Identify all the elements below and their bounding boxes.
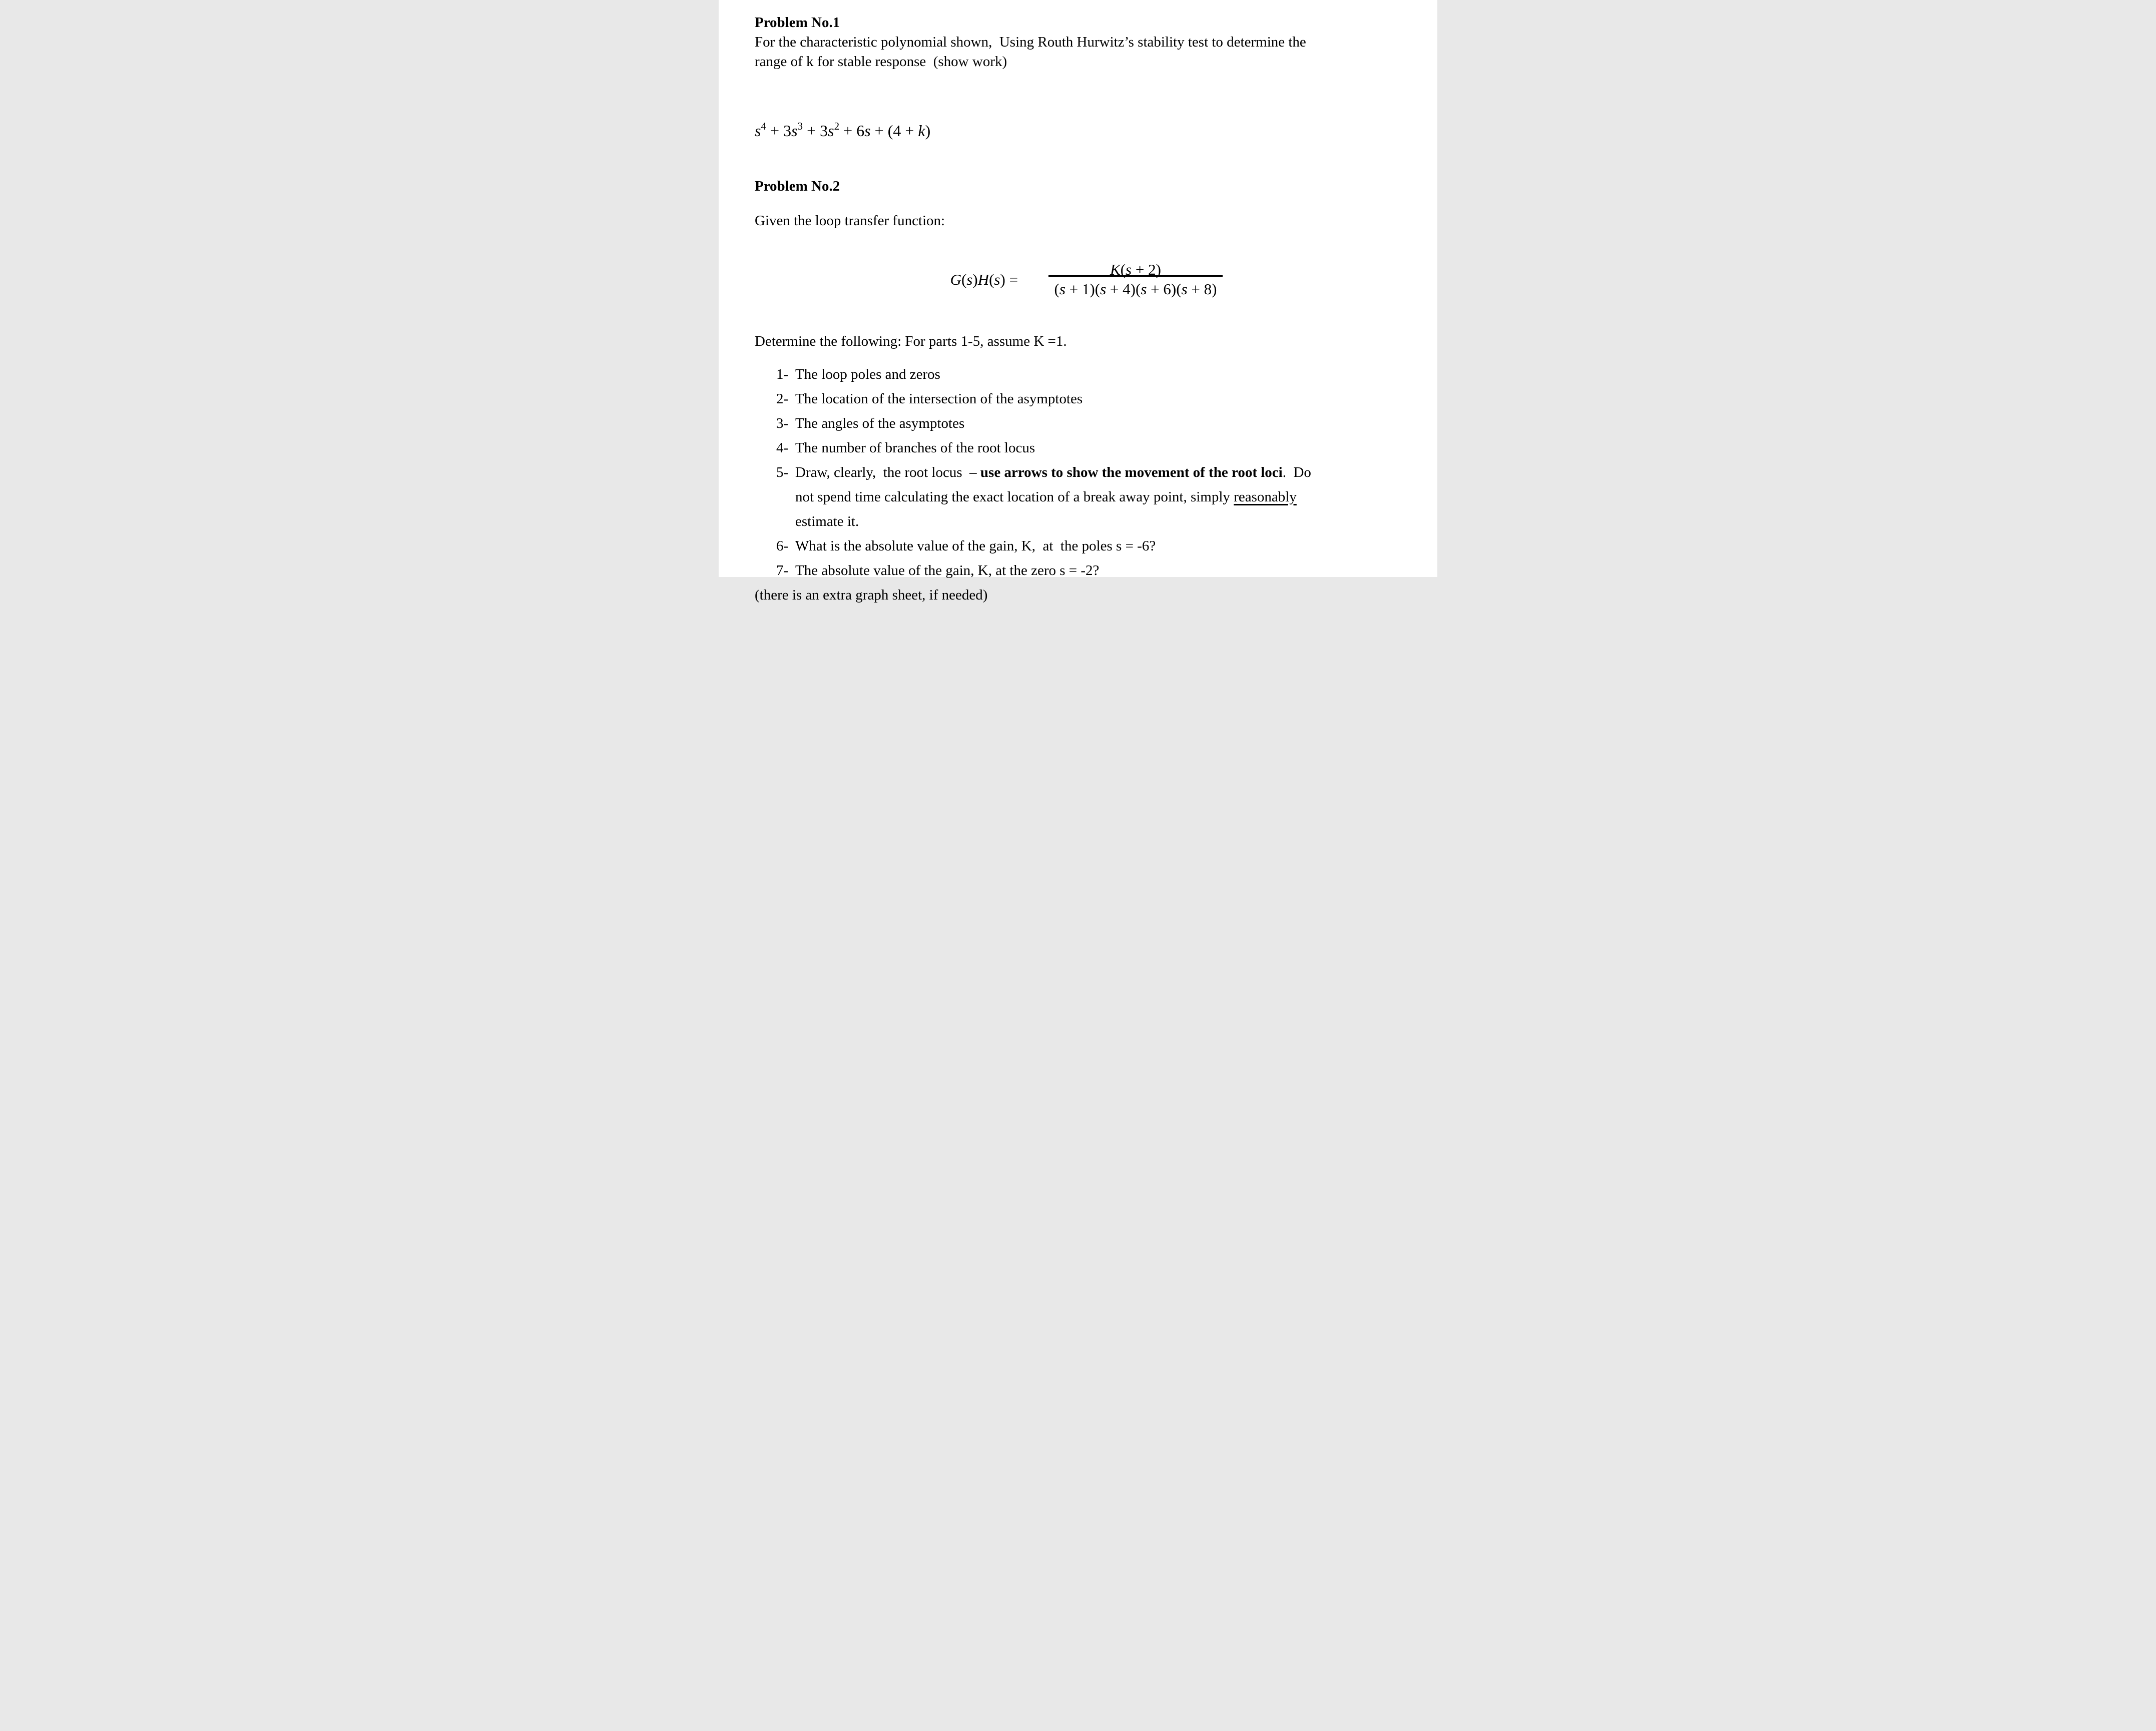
- list-item-5: [755, 460, 1418, 534]
- fraction-numerator: K(s + 2): [1110, 261, 1161, 278]
- list-item-3-number: 3-: [776, 415, 789, 431]
- list-item-5-number: 5-: [776, 464, 789, 480]
- list-item-3: [755, 411, 1418, 436]
- list-item-2-number: 2-: [776, 391, 789, 407]
- problem1-text-line1: For the characteristic polynomial shown, Using Routh Hurwitz’s stability test to determine the: [755, 34, 1306, 50]
- bold-instruction: use arrows to show the movement of the root loci: [980, 464, 1283, 480]
- list-item-3-text: The angles of the asymptotes: [795, 415, 965, 431]
- characteristic-polynomial-formula: $s^4 + 3s^3 + 3s^2 + 6s + (4 + k)$: [755, 120, 931, 140]
- list-item-7-number: 7-: [776, 562, 789, 579]
- list-item-4-text: The number of branches of the root locus: [795, 440, 1035, 456]
- equation-lhs: G(s)H(s) =: [950, 270, 1018, 288]
- problem2-intro: Given the loop transfer function:: [755, 213, 945, 229]
- underlined-word: reasonably: [1234, 489, 1297, 505]
- footer-note: (there is an extra graph sheet, if needed): [755, 587, 988, 603]
- list-item-1-number: 1-: [776, 366, 789, 382]
- list-item-7: [755, 558, 1418, 583]
- list-item-6: [755, 534, 1418, 558]
- document-page: [719, 0, 1437, 603]
- problem1-title: Problem No.1: [755, 15, 840, 31]
- fraction-denominator: (s + 1)(s + 4)(s + 6)(s + 8): [1048, 275, 1223, 298]
- transfer-function-equation: [755, 242, 1418, 317]
- question-list: [755, 362, 1418, 583]
- list-item-1: [755, 362, 1418, 387]
- list-item-6-text: What is the absolute value of the gain, K, at the poles s = -6?: [795, 538, 1156, 554]
- equation-fraction: [1025, 242, 1223, 317]
- list-item-6-number: 6-: [776, 538, 789, 554]
- list-item-1-text: The loop poles and zeros: [795, 366, 940, 382]
- problem2-title: Problem No.2: [755, 178, 840, 194]
- list-item-2-text: The location of the intersection of the asymptotes: [795, 391, 1083, 407]
- list-item-2: [755, 387, 1418, 411]
- problem1-text-line2: range of k for stable response (show work): [755, 54, 1007, 70]
- list-item-4: [755, 436, 1418, 460]
- list-item-7-text: The absolute value of the gain, K, at the zero s = -2?: [795, 562, 1100, 579]
- list-item-4-number: 4-: [776, 440, 789, 456]
- determine-instruction: Determine the following: For parts 1-5, assume K =1.: [755, 333, 1067, 349]
- list-item-5-text: Draw, clearly, the root locus – use arrows to show the movement of the root loci. Do not spend time calculating the exact location of a break away point, simply reasonably estimate it.: [795, 464, 1311, 529]
